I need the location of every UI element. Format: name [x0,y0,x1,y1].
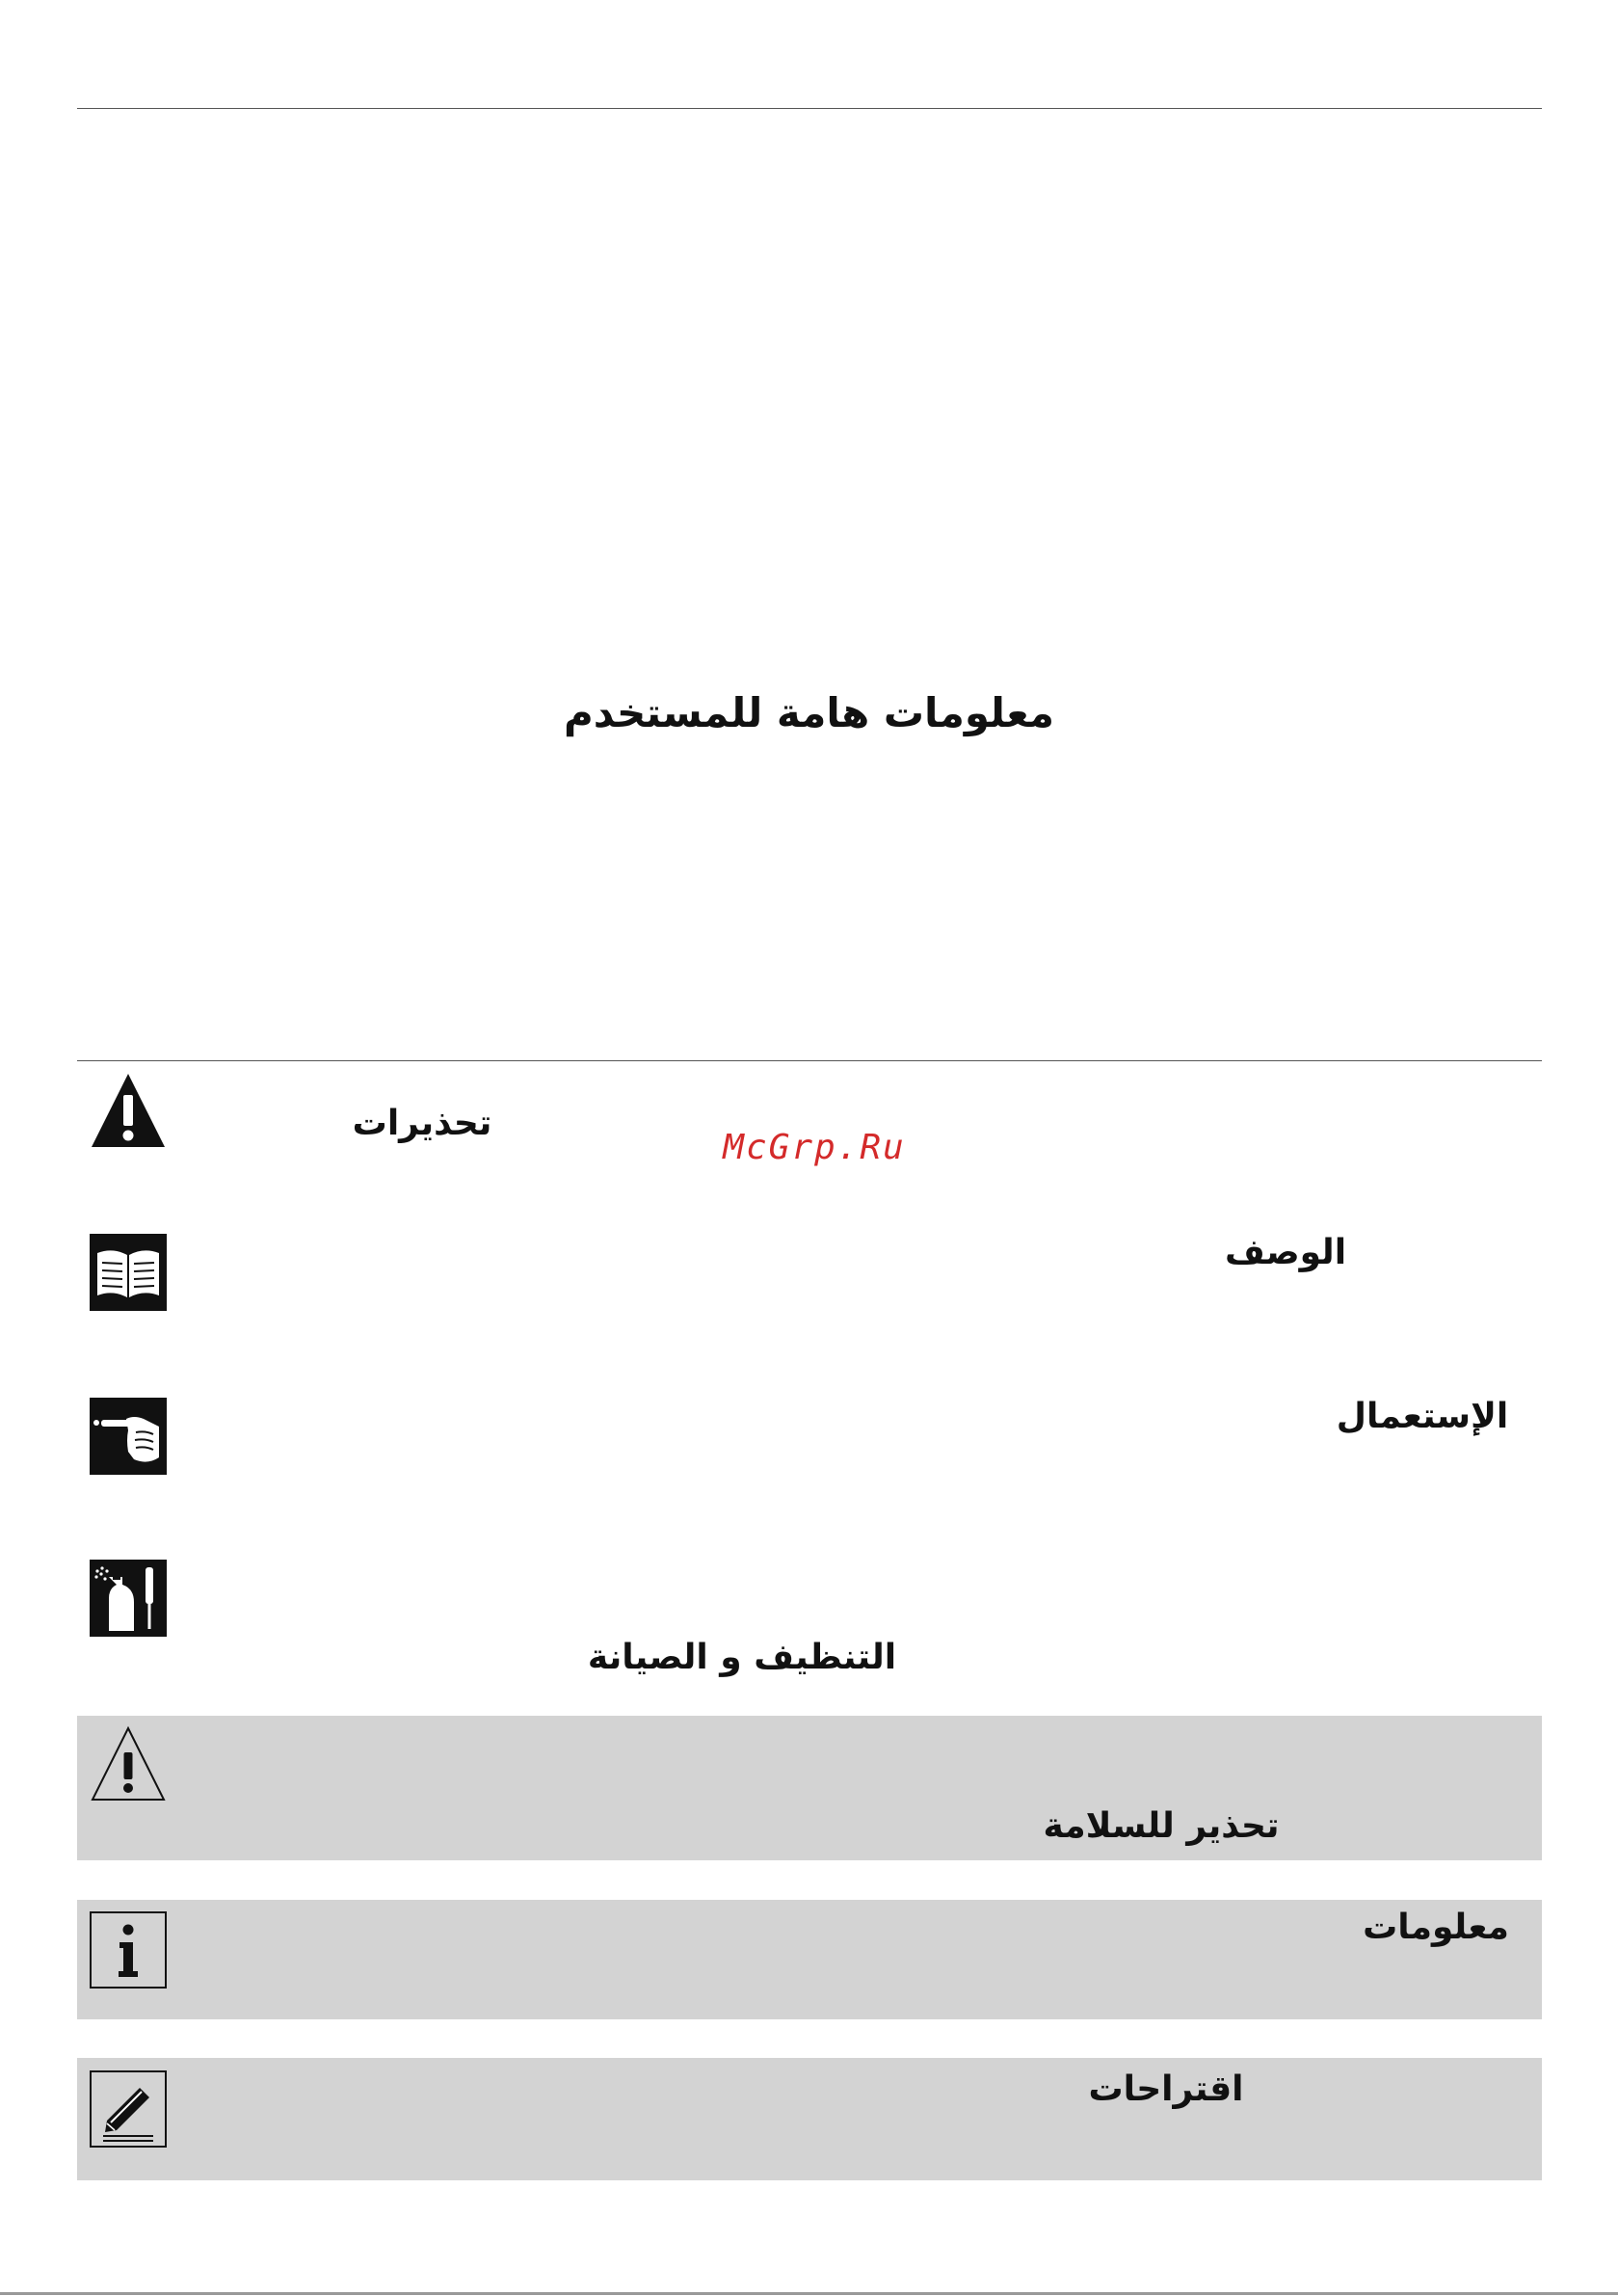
spray-screwdriver-icon [90,1560,167,1637]
pointing-hand-icon [90,1398,167,1475]
page-title: معلومات هامة للمستخدم [563,689,1055,736]
information-label: معلومات [1363,1908,1509,1947]
section-rule [77,1060,1542,1061]
usage-label: الإستعمال [1336,1397,1509,1436]
top-rule [77,108,1542,109]
safety-warning-box [77,1716,1542,1860]
bottom-edge-line [0,2292,1618,2295]
tips-label: اقتراحات [1088,2069,1244,2109]
information-box [77,1900,1542,2019]
tips-box [77,2058,1542,2180]
warnings-label: تحذيرات [352,1104,492,1143]
watermark: McGrp.Ru [723,1128,906,1167]
description-label: الوصف [1224,1233,1347,1272]
pencil-note-icon [90,2070,167,2148]
cleaning-label: التنظيف و الصيانة [587,1638,897,1677]
warning-outline-icon [90,1725,167,1802]
warning-triangle-icon [90,1072,167,1149]
open-book-icon [90,1234,167,1311]
info-icon [90,1911,167,1989]
safety-warning-label: تحذير للسلامة [1043,1806,1280,1846]
